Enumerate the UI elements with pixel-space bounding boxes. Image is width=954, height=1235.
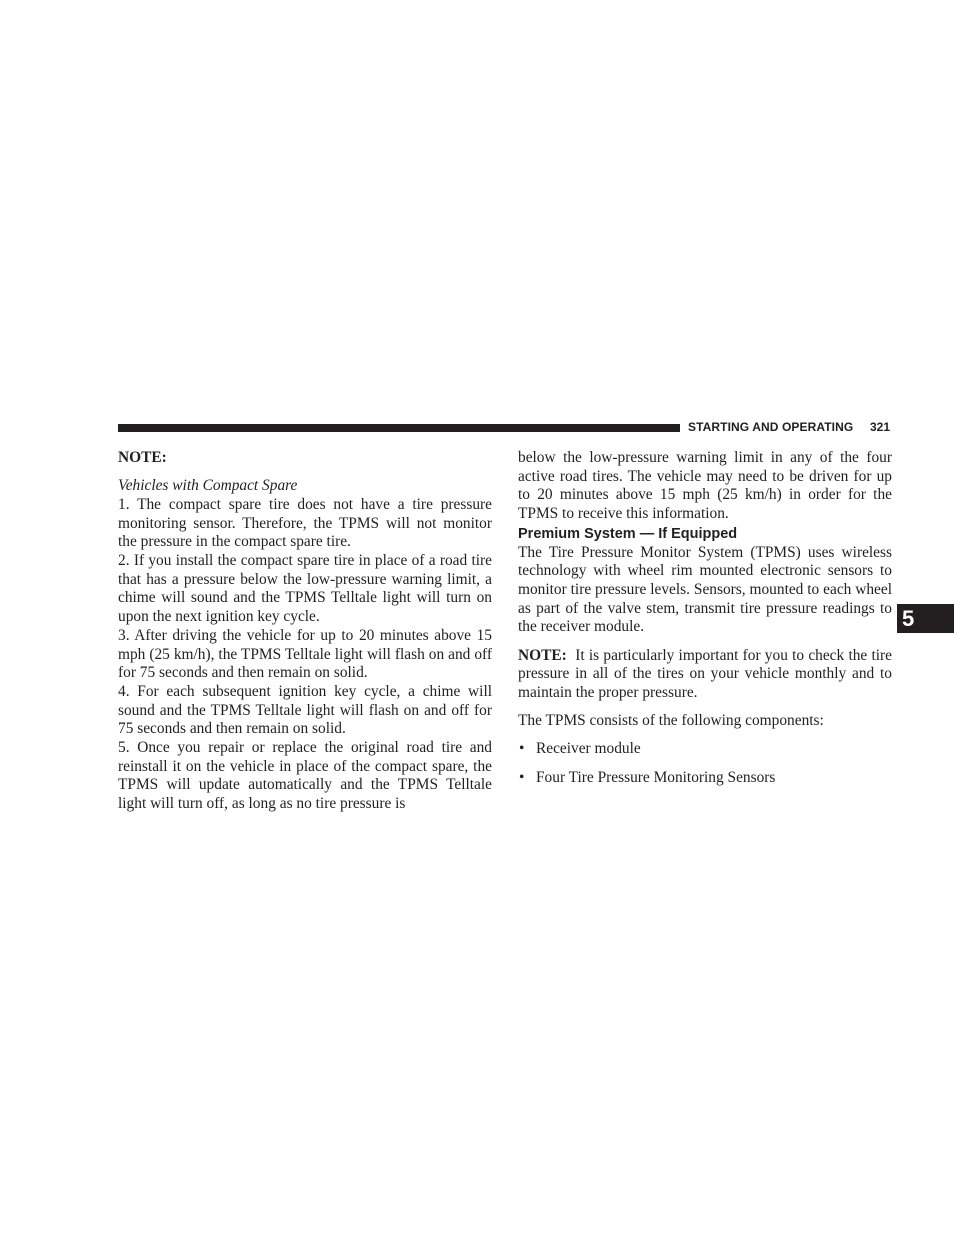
- chapter-tab: 5: [897, 604, 954, 633]
- note-label: NOTE:: [118, 449, 167, 466]
- step-4: 4. For each subsequent ignition key cycle, a chime will sound and the TPMS Telltale light will flash on and off for 75 seconds and then remain on solid.: [118, 682, 492, 738]
- continuation-paragraph: below the low-pressure warning limit in any of the four active road tires. The vehicle may need to be driven for up to 20 minutes above 15 mph (25 km/h) in order for the TPMS to receive this information.: [518, 449, 892, 523]
- bullet-icon: •: [519, 740, 525, 758]
- step-5: 5. Once you repair or replace the original road tire and reinstall it on the vehicle in place of the compact spare, the TPMS will update automatically and the TPMS Telltale light will turn off, as long as no tire pressure is: [118, 739, 492, 813]
- components-intro: The TPMS consists of the following components:: [518, 712, 824, 730]
- note-label: NOTE:: [518, 646, 567, 664]
- premium-system-heading: Premium System — If Equipped: [518, 525, 738, 542]
- step-3: 3. After driving the vehicle for up to 20 minutes above 15 mph (25 km/h), the TPMS Telltale light will flash on and off for 75 seconds and then remain on solid.: [118, 626, 492, 682]
- tpms-intro-paragraph: The Tire Pressure Monitor System (TPMS) uses wireless technology with wheel rim mounted electronic sensors to monitor tire pressure levels. Sensors, mounted to each wheel as part of the valve stem, transmit tire pressure readings to the receiver module.: [518, 543, 892, 636]
- note-paragraph: [518, 647, 892, 703]
- page-number: 321: [870, 420, 891, 434]
- left-column: [118, 449, 492, 814]
- note-text: It is particularly important for you to check the tire pressure in all of the tires on your vehicle monthly and to maintain the proper pressure.: [518, 646, 892, 701]
- list-item: [518, 740, 892, 759]
- compact-spare-subheading: Vehicles with Compact Spare: [118, 477, 298, 495]
- step-1: 1. The compact spare tire does not have a tire pressure monitoring sensor. Therefore, the TPMS will not monitor the pressure in the compact spare tire.: [118, 495, 492, 551]
- list-item-text: Four Tire Pressure Monitoring Sensors: [536, 768, 776, 786]
- right-column: [518, 449, 892, 787]
- header-rule: [118, 424, 680, 432]
- list-item: [518, 769, 892, 788]
- section-title: STARTING AND OPERATING: [688, 420, 854, 434]
- bullet-icon: •: [519, 768, 525, 786]
- step-2: 2. If you install the compact spare tire in place of a road tire that has a pressure below the low-pressure warning limit, a chime will sound and the TPMS Telltale light will turn on upon the next ignition key cycle.: [118, 552, 492, 626]
- list-item-text: Receiver module: [536, 740, 641, 758]
